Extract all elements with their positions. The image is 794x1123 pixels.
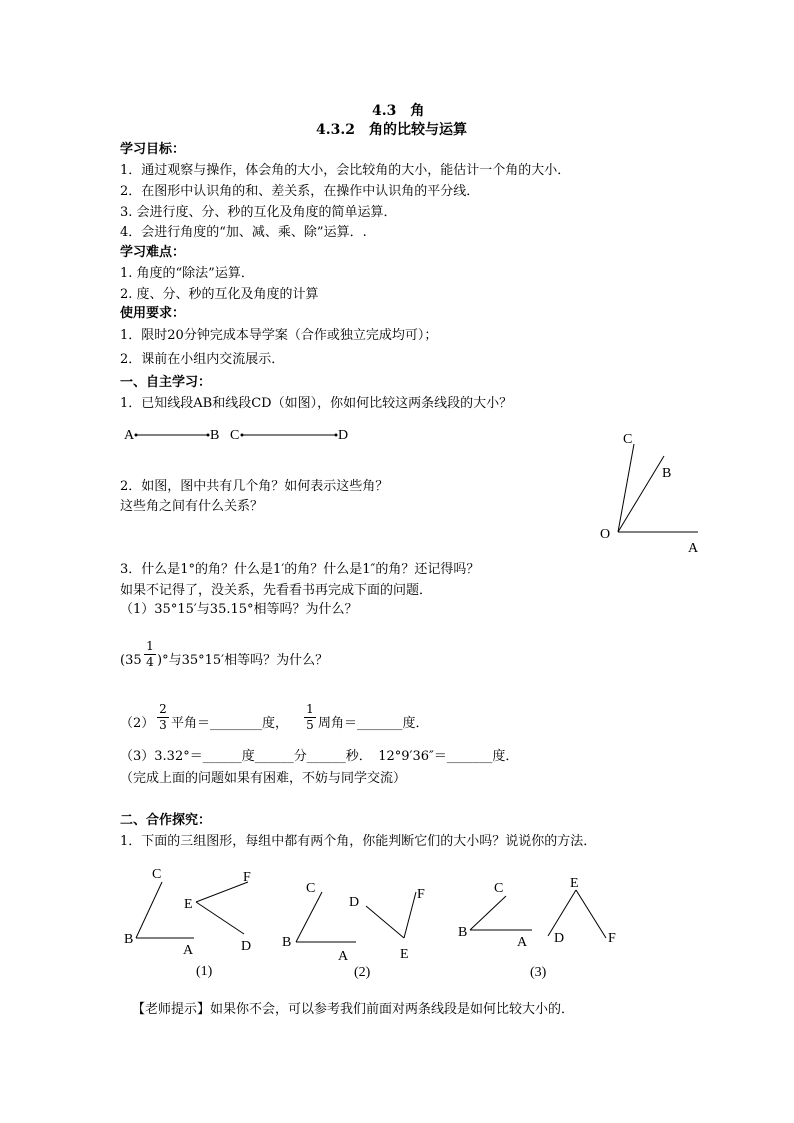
caption-2: (2)	[354, 965, 371, 980]
label-a: A	[338, 949, 349, 964]
label-o: O	[600, 527, 611, 542]
angles-figure	[596, 428, 706, 558]
fraction-one-fifth	[304, 703, 316, 732]
q3-mixed-prefix: (35	[120, 653, 142, 668]
requirement-item: 1．限时20分钟完成本导学案（合作或独立完成均可）；	[120, 328, 438, 343]
label-d: D	[349, 895, 360, 910]
label-a: A	[124, 428, 135, 443]
q3-part-2-full-angle: 周角＝_______度．	[318, 716, 429, 731]
ray-ed	[196, 902, 244, 934]
question-2-cont: 这些角之间有什么关系？	[120, 499, 264, 514]
question-3: 3．什么是1°的角？什么是1′的角？什么是1″的角？还记得吗？	[120, 562, 480, 577]
ray-ed	[366, 906, 404, 938]
objective-item: 2．在图形中认识角的和、差关系，在操作中认识角的平分线．	[120, 184, 480, 199]
caption-1: (1)	[196, 964, 213, 979]
numerator: 1	[146, 639, 154, 653]
segments-figure	[120, 425, 360, 445]
teacher-hint: 【老师提示】如果你不会，可以参考我们前面对两条线段是如何比较大小的．	[132, 1002, 575, 1017]
question-3-note: （完成上面的问题如果有困难，不妨与同学交流）	[120, 771, 407, 786]
numerator: 1	[306, 702, 314, 716]
objective-item: 3. 会进行度、分、秒的互化及角度的简单运算．	[120, 205, 397, 220]
label-f: F	[417, 887, 425, 902]
angle-group-3	[456, 860, 626, 980]
cooperation-question-1: 1．下面的三组图形，每组中都有两个角，你能判断它们的大小吗？说说你的方法．	[120, 834, 597, 849]
denominator: 4	[146, 655, 154, 669]
ray-ed	[548, 890, 576, 936]
q3-part-2-prefix: （2）	[120, 716, 155, 731]
label-b: B	[282, 935, 292, 950]
difficulty-item: 2. 度、分、秒的互化及角度的计算	[120, 287, 319, 302]
question-3-part-3: （3）3.32°＝______度______分______秒． 12°9′36″＝_______度．	[120, 749, 519, 764]
denominator: 5	[306, 718, 314, 732]
fraction-two-thirds	[157, 703, 169, 732]
denominator: 3	[159, 718, 167, 732]
label-c: C	[306, 881, 316, 896]
difficulty-item: 1. 角度的“除法”运算．	[120, 266, 254, 281]
label-a: A	[517, 935, 528, 950]
caption-3: (3)	[530, 965, 547, 980]
angle-group-2	[280, 860, 440, 980]
angle-group-1	[120, 860, 270, 980]
ray-bc	[470, 896, 506, 930]
label-b: B	[662, 466, 672, 481]
requirements-heading: 使用要求：	[120, 306, 186, 321]
numerator: 2	[159, 702, 167, 716]
ray-ef	[404, 892, 416, 938]
ray-bc	[136, 882, 162, 938]
label-f: F	[608, 931, 616, 946]
ray-ef	[196, 882, 248, 902]
cooperation-heading: 二、合作探究：	[120, 813, 212, 828]
q3-part-2-straight-angle: 平角＝________度，	[171, 716, 289, 731]
self-study-heading: 一、自主学习：	[120, 375, 212, 390]
label-b: B	[210, 428, 220, 443]
label-b: B	[124, 932, 134, 947]
lesson-title: 4.3 角	[372, 103, 425, 119]
fraction-one-quarter	[144, 640, 156, 669]
question-2: 2．如图，图中共有几个角？如何表示这些角？	[120, 479, 389, 494]
label-a: A	[183, 943, 194, 958]
objective-item: 4．会进行角度的“加、减、乘、除”运算．.	[120, 225, 367, 240]
label-c: C	[152, 867, 162, 882]
question-1: 1．已知线段AB和线段CD（如图），你如何比较这两条线段的大小？	[120, 396, 513, 411]
question-3-cont: 如果不记得了，没关系，先看看书再完成下面的问题．	[120, 583, 433, 598]
label-a: A	[688, 541, 699, 556]
label-c: C	[623, 432, 633, 447]
ray-bc	[296, 892, 322, 942]
q3-mixed-suffix: )°与35°15′相等吗？为什么？	[157, 653, 329, 668]
question-3-part-1: （1）35°15′与35.15°相等吗？为什么？	[120, 602, 358, 617]
label-b: B	[458, 925, 468, 940]
label-f: F	[243, 870, 251, 885]
label-e: E	[400, 947, 409, 962]
label-d: D	[338, 428, 349, 443]
label-e: E	[184, 897, 193, 912]
label-d: D	[554, 931, 565, 946]
requirement-item: 2．课前在小组内交流展示．	[120, 352, 285, 367]
ray-ef	[576, 890, 606, 938]
label-d: D	[241, 939, 252, 954]
label-c: C	[494, 881, 504, 896]
label-e: E	[570, 876, 579, 891]
objectives-heading: 学习目标：	[120, 142, 186, 157]
label-c: C	[230, 428, 240, 443]
difficulties-heading: 学习难点：	[120, 245, 186, 260]
objective-item: 1．通过观察与操作，体会角的大小，会比较角的大小，能估计一个角的大小．	[120, 163, 571, 178]
lesson-subtitle: 4.3.2 角的比较与运算	[316, 122, 467, 138]
